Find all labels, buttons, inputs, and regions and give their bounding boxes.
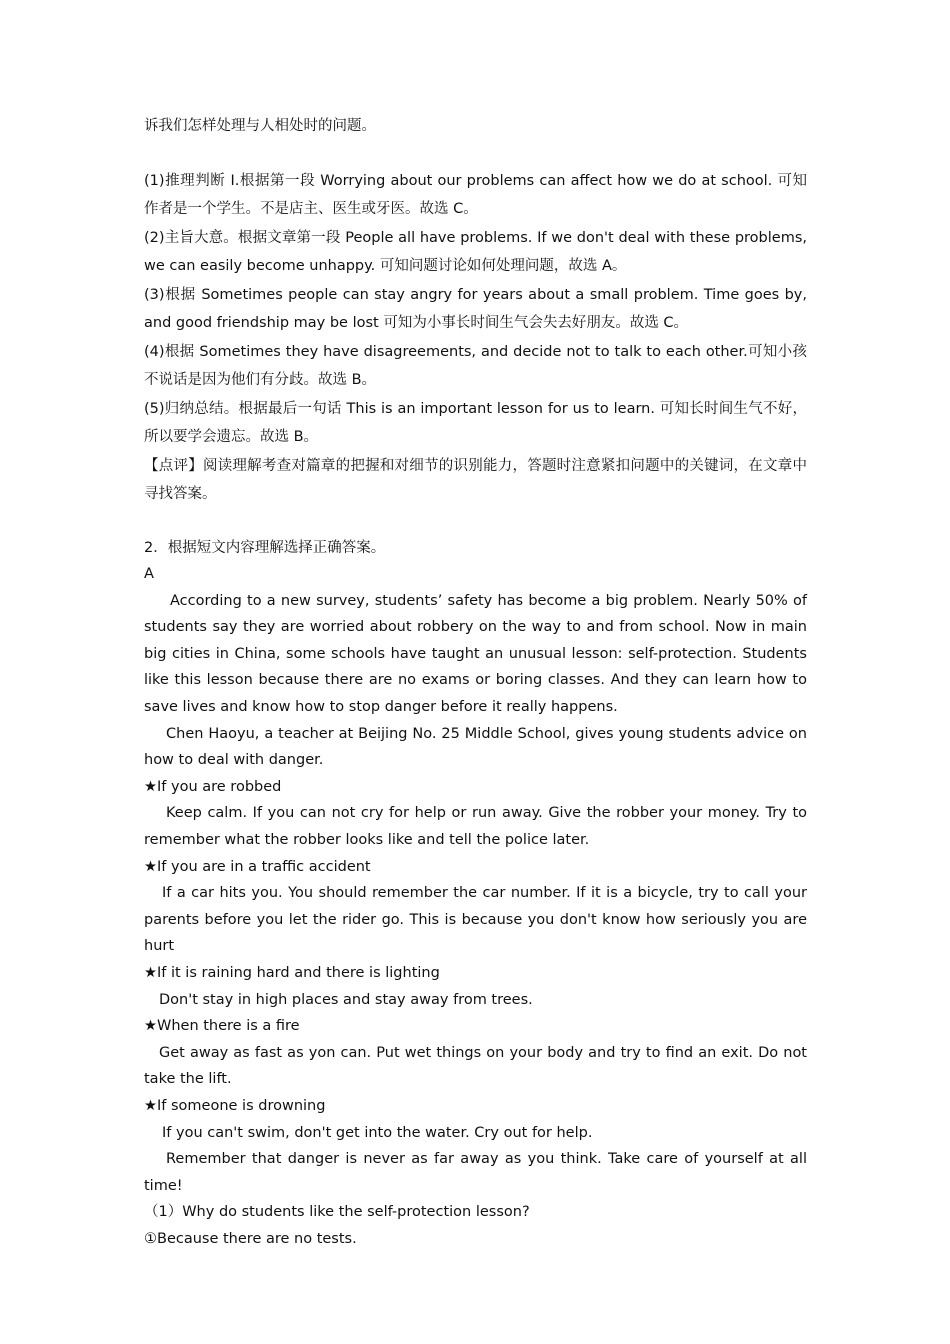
question-1: （1）Why do students like the self-protection lesson? <box>144 1204 530 1221</box>
analysis-section <box>144 112 807 509</box>
tip-title: ★If you are robbed <box>144 778 282 795</box>
tip-title: ★If you are in a traffic accident <box>144 858 371 875</box>
tip-title: ★When there is a fire <box>144 1018 300 1035</box>
analysis-item-4: (4)根据 Sometimes they have disagreements, and decide not to talk to each other.可知小孩不说话是因为他们有分歧。故选 B。 <box>144 343 807 388</box>
tip-body: If a car hits you. You should remember the car number. If it is a bicycle, try to call your parents before you let the rider go. This is because you don't know how seriously you are hurt <box>144 885 807 955</box>
closing-sentence: Remember that danger is never as far away as you think. Take care of yourself at all time! <box>144 1151 807 1194</box>
analysis-item-2: (2)主旨大意。根据文章第一段 People all have problems. If we don't deal with these problems, we can easily become unhappy. 可知问题讨论如何处理问题，故选 A。 <box>144 229 807 274</box>
tip-title: ★If someone is drowning <box>144 1097 326 1114</box>
story-paragraph-1: According to a new survey, students’ safety has become a big problem. Nearly 50% of students say they are worried about robbery on the way to and from school. Now in main big cities in China, some schools have taught an unusual lesson: self-protection. Students like this lesson because there are no exams or boring classes. And they can learn how to save lives and know how to stop danger before it really happens. <box>144 592 807 716</box>
question-2-section <box>144 535 807 1253</box>
analysis-comment: 【点评】阅读理解考查对篇章的把握和对细节的识别能力，答题时注意紧扣问题中的关键词，在文章中寻找答案。 <box>144 457 807 502</box>
tip-body: Get away as fast as yon can. Put wet things on your body and try to find an exit. Do not take the lift. <box>144 1044 807 1088</box>
analysis-intro-tail: 诉我们怎样处理与人相处时的问题。 <box>144 118 376 134</box>
question-1-option-1: ①Because there are no tests. <box>144 1230 357 1247</box>
story-paragraph-2: Chen Haoyu, a teacher at Beijing No. 25 Middle School, gives young students advice on how to deal with danger. <box>144 725 807 769</box>
section-label: A <box>144 566 154 583</box>
question-heading: 2．根据短文内容理解选择正确答案。 <box>144 539 386 556</box>
analysis-item-5: (5)归纳总结。根据最后一句话 This is an important lesson for us to learn. 可知长时间生气不好，所以要学会遗忘。故选 B。 <box>144 400 807 445</box>
document-page <box>144 112 807 1253</box>
analysis-item-3: (3)根据 Sometimes people can stay angry for years about a small problem. Time goes by, and good friendship may be lost 可知为小事长时间生气会失去好朋友。故选 C。 <box>144 286 807 331</box>
tip-body: Keep calm. If you can not cry for help or run away. Give the robber your money. Try to remember what the robber looks like and tell the police later. <box>144 805 807 849</box>
tip-body: If you can't swim, don't get into the water. Cry out for help. <box>162 1124 593 1141</box>
tip-body: Don't stay in high places and stay away from trees. <box>159 991 533 1008</box>
tip-title: ★If it is raining hard and there is lighting <box>144 965 440 981</box>
analysis-item-1: (1)推理判断 I.根据第一段 Worrying about our problems can affect how we do at school. 可知作者是一个学生。不是店主、医生或牙医。故选 C。 <box>144 172 807 217</box>
